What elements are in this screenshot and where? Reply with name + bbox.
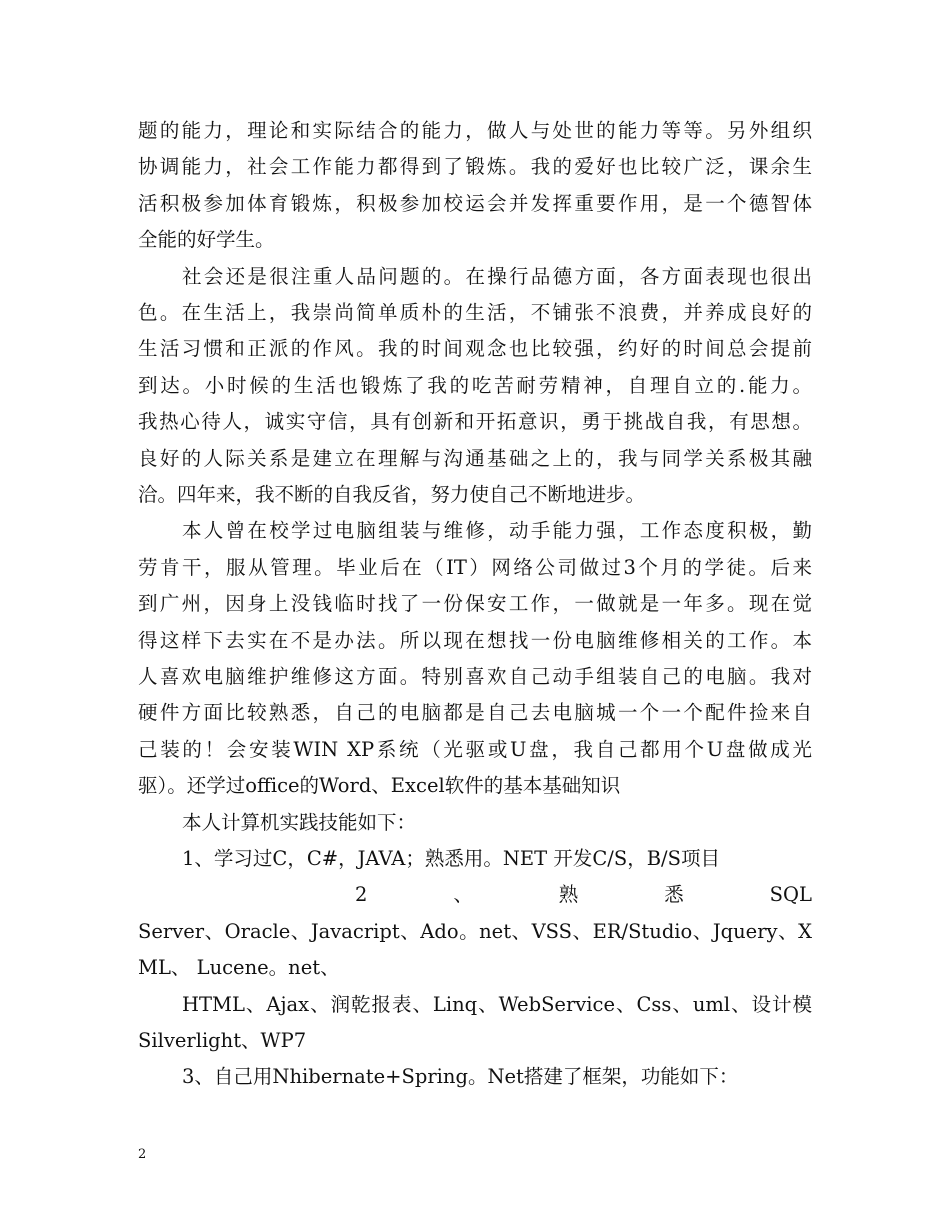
spread-word: 2 — [355, 883, 368, 907]
text-line: 到广州，因身上没钱临时找了一份保安工作，一做就是一年多。现在觉 — [138, 592, 812, 616]
text-line: 3、自己用Nhibernate+Spring。Net搭建了框架，功能如下： — [182, 1065, 739, 1089]
text-line: HTML、Ajax、润乾报表、Linq、WebService、Css、uml、设计模 — [182, 992, 812, 1016]
text-line: Server、Oracle、Javacript、Ado。net、VSS、ER/Studio、Jquery、X — [138, 919, 812, 943]
spread-word: 熟 — [558, 883, 579, 907]
text-line: 生活习惯和正派的作风。我的时间观念也比较强，约好的时间总会提前 — [138, 337, 812, 361]
text-line: Silverlight、WP7 — [138, 1029, 307, 1052]
text-line-spread — [138, 880, 812, 910]
text-line: 本人曾在校学过电脑组装与维修，动手能力强，工作态度积极，勤 — [182, 519, 812, 543]
text-line: 1、学习过C，C#，JAVA；熟悉用。NET 开发C/S，B/S项目 — [182, 847, 720, 870]
text-line: 社会还是很注重人品问题的。在操行品德方面，各方面表现也很出 — [182, 264, 812, 288]
text-line: 良好的人际关系是建立在理解与沟通基础之上的，我与同学关系极其融 — [138, 446, 812, 470]
text-line: 得这样下去实在不是办法。所以现在想找一份电脑维修相关的工作。本 — [138, 628, 812, 652]
spread-word: 悉 — [664, 883, 684, 907]
text-line: ML、 Lucene。net、 — [138, 956, 340, 980]
text-line: 活积极参加体育锻炼，积极参加校运会并发挥重要作用，是一个德智体 — [138, 191, 812, 215]
text-line: 本人计算机实践技能如下： — [182, 810, 417, 834]
text-line: 硬件方面比较熟悉，自己的电脑都是自己去电脑城一个一个配件捡来自 — [138, 701, 812, 725]
text-line: 洽。四年来，我不断的自我反省，努力使自己不断地进步。 — [138, 483, 646, 506]
text-line: 驱）。还学过office的Word、Excel软件的基本基础知识 — [138, 774, 621, 798]
text-line: 色。在生活上，我崇尚简单质朴的生活，不铺张不浪费，并养成良好的 — [138, 301, 812, 324]
text-line: 协调能力，社会工作能力都得到了锻炼。我的爱好也比较广泛，课余生 — [138, 155, 812, 179]
text-line: 劳肯干，服从管理。毕业后在（IT）网络公司做过3个月的学徒。后来 — [138, 555, 812, 579]
text-line: 人喜欢电脑维护维修这方面。特别喜欢自己动手组装自己的电脑。我对 — [138, 665, 812, 688]
spread-word: SQL — [769, 883, 812, 907]
page-number: 2 — [138, 1147, 147, 1162]
text-line: 我热心待人，诚实守信，具有创新和开拓意识，勇于挑战自我，有思想。 — [138, 410, 812, 434]
spread-word: 、 — [453, 883, 473, 907]
text-line: 己装的！会安装WIN XP系统（光驱或U盘，我自己都用个U盘做成光 — [138, 737, 812, 761]
text-line: 题的能力，理论和实际结合的能力，做人与处世的能力等等。另外组织 — [138, 119, 812, 142]
text-line: 到达。小时候的生活也锻炼了我的吃苦耐劳精神，自理自立的.能力。 — [138, 373, 812, 397]
text-line: 全能的好学生。 — [138, 228, 275, 252]
